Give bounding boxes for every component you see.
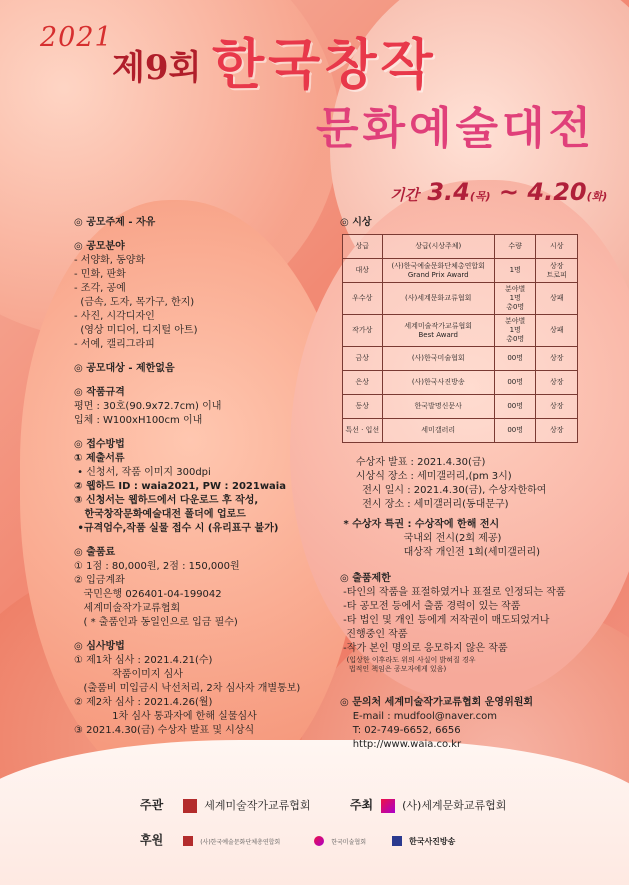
field-section — [74, 240, 324, 352]
table-row — [343, 371, 578, 395]
table-cell: 상패 — [536, 315, 578, 347]
table-cell: 상장 — [536, 395, 578, 419]
field-item: - 조각, 공예 — [74, 283, 126, 294]
limit-note: (입상한 이후라도 위의 사실이 밝혀질 경우 — [340, 656, 476, 664]
period-separator: ~ — [498, 178, 520, 206]
sponsor3-logo-icon — [392, 836, 402, 846]
period — [390, 178, 607, 206]
table-row — [343, 419, 578, 443]
judge-item: 1차 심사 통과자에 한해 실물심사 — [74, 711, 257, 722]
sponsor2-logo-icon — [314, 836, 324, 846]
table-header-row — [343, 235, 578, 259]
size-section — [74, 386, 324, 428]
table-header: 상급(시상주체) — [382, 235, 494, 259]
table-cell: 금상 — [343, 347, 383, 371]
table-cell: 00명 — [494, 347, 536, 371]
table-cell: 동상 — [343, 395, 383, 419]
limit-item: 진행중인 작품 — [340, 629, 408, 640]
organizer-name: (사)세계문화교류협회 — [402, 799, 507, 812]
method-item: •규격엄수,작품 실물 접수 시 (유리표구 불가) — [74, 523, 279, 534]
fee-title: ◎ 출품료 — [74, 547, 116, 558]
table-cell: 상장 — [536, 419, 578, 443]
contact-title: ◎ 문의처 세계미술작가교류협회 운영위원회 — [340, 697, 534, 708]
period-end-day: (화) — [586, 190, 608, 203]
contact-section — [340, 696, 533, 752]
sponsor1-logo-icon — [183, 836, 193, 846]
judge-item: ② 제2차 심사 : 2021.4.26(월) — [74, 697, 213, 708]
field-item: - 민화, 판화 — [74, 269, 126, 280]
field-item: (영상 미디어, 디지털 아트) — [74, 325, 198, 336]
result-item: 수상자 발표 : 2021.4.30(금) — [340, 457, 486, 468]
fee-section — [74, 546, 324, 630]
table-cell: 특선 · 입선 — [343, 419, 383, 443]
table-cell: 세계미술작가교류협회 Best Award — [382, 315, 494, 347]
year: 2021 — [40, 22, 113, 53]
sponsor3-name: 한국사진방송 — [409, 837, 456, 846]
limit-item: -작가 본인 명의로 응모하지 않은 작품 — [340, 643, 508, 654]
table-header: 수량 — [494, 235, 536, 259]
title-line1: 한국창작 — [212, 32, 437, 96]
table-cell: 1명 — [494, 259, 536, 283]
result-item: 전시 일시 : 2021.4.30(금), 수상자한하여 — [340, 485, 547, 496]
limit-section — [340, 572, 566, 674]
method-item: ③ 신청서는 웹하드에서 다운로드 후 작성, — [74, 495, 259, 506]
title-line2: 문화예술대전 — [316, 103, 596, 154]
sponsor-label: 후원 — [140, 833, 164, 847]
field-item: - 서양화, 동양화 — [74, 255, 146, 266]
period-start: 3.4 — [427, 178, 470, 206]
table-cell: 00명 — [494, 371, 536, 395]
table-cell: (사)세계문화교류협회 — [382, 283, 494, 315]
table-row — [343, 315, 578, 347]
method-item: • 신청서, 작품 이미지 300dpi — [74, 467, 211, 478]
sponsor2-name: 한국미술협회 — [331, 839, 366, 846]
period-label: 기간 — [390, 186, 419, 204]
limit-note: 법적인 책임은 공모자에게 있음) — [340, 665, 447, 673]
footer-sponsor-row — [140, 831, 506, 848]
table-row — [343, 395, 578, 419]
method-item: ① 제출서류 — [74, 453, 125, 464]
organizer-logo-icon — [381, 799, 395, 813]
left-column — [74, 216, 324, 748]
organizer-label: 주최 — [349, 798, 374, 812]
award-section — [340, 216, 600, 443]
table-cell: 작가상 — [343, 315, 383, 347]
privilege-section — [340, 518, 540, 560]
method-item: ② 웹하드 ID : waia2021, PW : 2021waia — [74, 481, 286, 492]
table-cell: (사)한국미술협회 — [382, 347, 494, 371]
table-cell: 상장 트로피 — [536, 259, 578, 283]
table-cell: (사)한국예술문화단체총연합회 Grand Prix Award — [382, 259, 494, 283]
period-end: 4.20 — [527, 178, 587, 206]
table-cell: 분야별 1명 총0명 — [494, 315, 536, 347]
table-cell: 은상 — [343, 371, 383, 395]
table-row — [343, 347, 578, 371]
judge-item: ③ 2021.4.30(금) 수상자 발표 및 시상식 — [74, 725, 255, 736]
method-section — [74, 438, 324, 536]
size-title: ◎ 작품규격 — [74, 387, 125, 398]
limit-item: -타인의 작품을 표절하였거나 표절로 인정되는 작품 — [340, 587, 566, 598]
table-cell: 상장 — [536, 347, 578, 371]
field-title: ◎ 공모분야 — [74, 241, 125, 252]
table-cell: 상장 — [536, 371, 578, 395]
table-header: 시상 — [536, 235, 578, 259]
footer-host-row — [140, 796, 506, 813]
limit-item: -타 법인 및 개인 등에게 저작권이 매도되었거나 — [340, 615, 550, 626]
table-cell: 우수상 — [343, 283, 383, 315]
target: ◎ 공모대상 - 제한없음 — [74, 363, 175, 374]
table-header: 상급 — [343, 235, 383, 259]
field-item: - 서예, 캘리그라피 — [74, 339, 155, 350]
host-logo-icon — [183, 799, 197, 813]
fee-item: ① 1점 : 80,000원, 2점 : 150,000원 — [74, 561, 240, 572]
contact-email[interactable]: E-mail : mudfool@naver.com — [340, 711, 498, 722]
field-item: - 사진, 시각디자인 — [74, 311, 155, 322]
result-item: 시상식 장소 : 세미갤러리,(pm 3시) — [340, 471, 512, 482]
limit-title: ◎ 출품제한 — [340, 573, 391, 584]
fee-item: ② 입금계좌 — [74, 575, 125, 586]
table-row — [343, 283, 578, 315]
table-cell: (사)한국사진방송 — [382, 371, 494, 395]
award-title: ◎ 시상 — [340, 217, 372, 228]
fee-item: ( * 출품인과 동일인으로 입금 필수) — [74, 617, 238, 628]
footer — [130, 796, 506, 848]
privilege-item: 대상작 개인전 1회(세미갤러리) — [340, 547, 541, 558]
fee-item: 세계미술작가교류협회 — [74, 603, 181, 614]
contact-phone: T: 02-749-6652, 6656 — [340, 725, 461, 736]
judge-section — [74, 640, 324, 738]
judge-item: ① 제1차 심사 : 2021.4.21(수) — [74, 655, 213, 666]
table-cell: 대상 — [343, 259, 383, 283]
table-cell: 분야별 1명 총0명 — [494, 283, 536, 315]
fee-item: 국민은행 026401-04-199042 — [74, 589, 222, 600]
table-cell: 한국발명신문사 — [382, 395, 494, 419]
limit-item: -타 공모전 등에서 출품 경력이 있는 작품 — [340, 601, 521, 612]
privilege-item: 국내외 전시(2회 제공) — [340, 533, 502, 544]
host-label: 주관 — [140, 798, 164, 812]
judge-title: ◎ 심사방법 — [74, 641, 125, 652]
size-item: 입체 : W100xH100cm 이내 — [74, 415, 203, 426]
table-row — [343, 259, 578, 283]
table-cell: 세미갤러리 — [382, 419, 494, 443]
table-cell: 상패 — [536, 283, 578, 315]
sponsor1-name: (사)한국예술문화단체총연합회 — [200, 839, 281, 846]
host-name: 세계미술작가교류협회 — [204, 799, 311, 812]
period-start-day: (목) — [469, 190, 491, 203]
method-title: ◎ 접수방법 — [74, 439, 125, 450]
theme: ◎ 공모주제 - 자유 — [74, 217, 156, 228]
award-table — [342, 234, 578, 443]
contact-website[interactable]: http://www.waia.co.kr — [340, 739, 462, 750]
method-item: 한국창작문화예술대전 폴더에 업로드 — [74, 509, 246, 520]
field-item: (금속, 도자, 목가구, 한지) — [74, 297, 195, 308]
table-cell: 00명 — [494, 395, 536, 419]
size-item: 평면 : 30호(90.9x72.7cm) 이내 — [74, 401, 222, 412]
privilege-item: * 수상자 특권 : 수상작에 한해 전시 — [340, 519, 500, 530]
result-item: 전시 장소 : 세미갤러리(동대문구) — [340, 499, 509, 510]
result-section — [340, 456, 546, 512]
table-cell: 00명 — [494, 419, 536, 443]
judge-item: (출품비 미입금시 낙선처리, 2차 심사자 개별통보) — [74, 683, 301, 694]
edition: 제9회 — [112, 48, 202, 88]
judge-item: 작품이미지 심사 — [74, 669, 183, 680]
